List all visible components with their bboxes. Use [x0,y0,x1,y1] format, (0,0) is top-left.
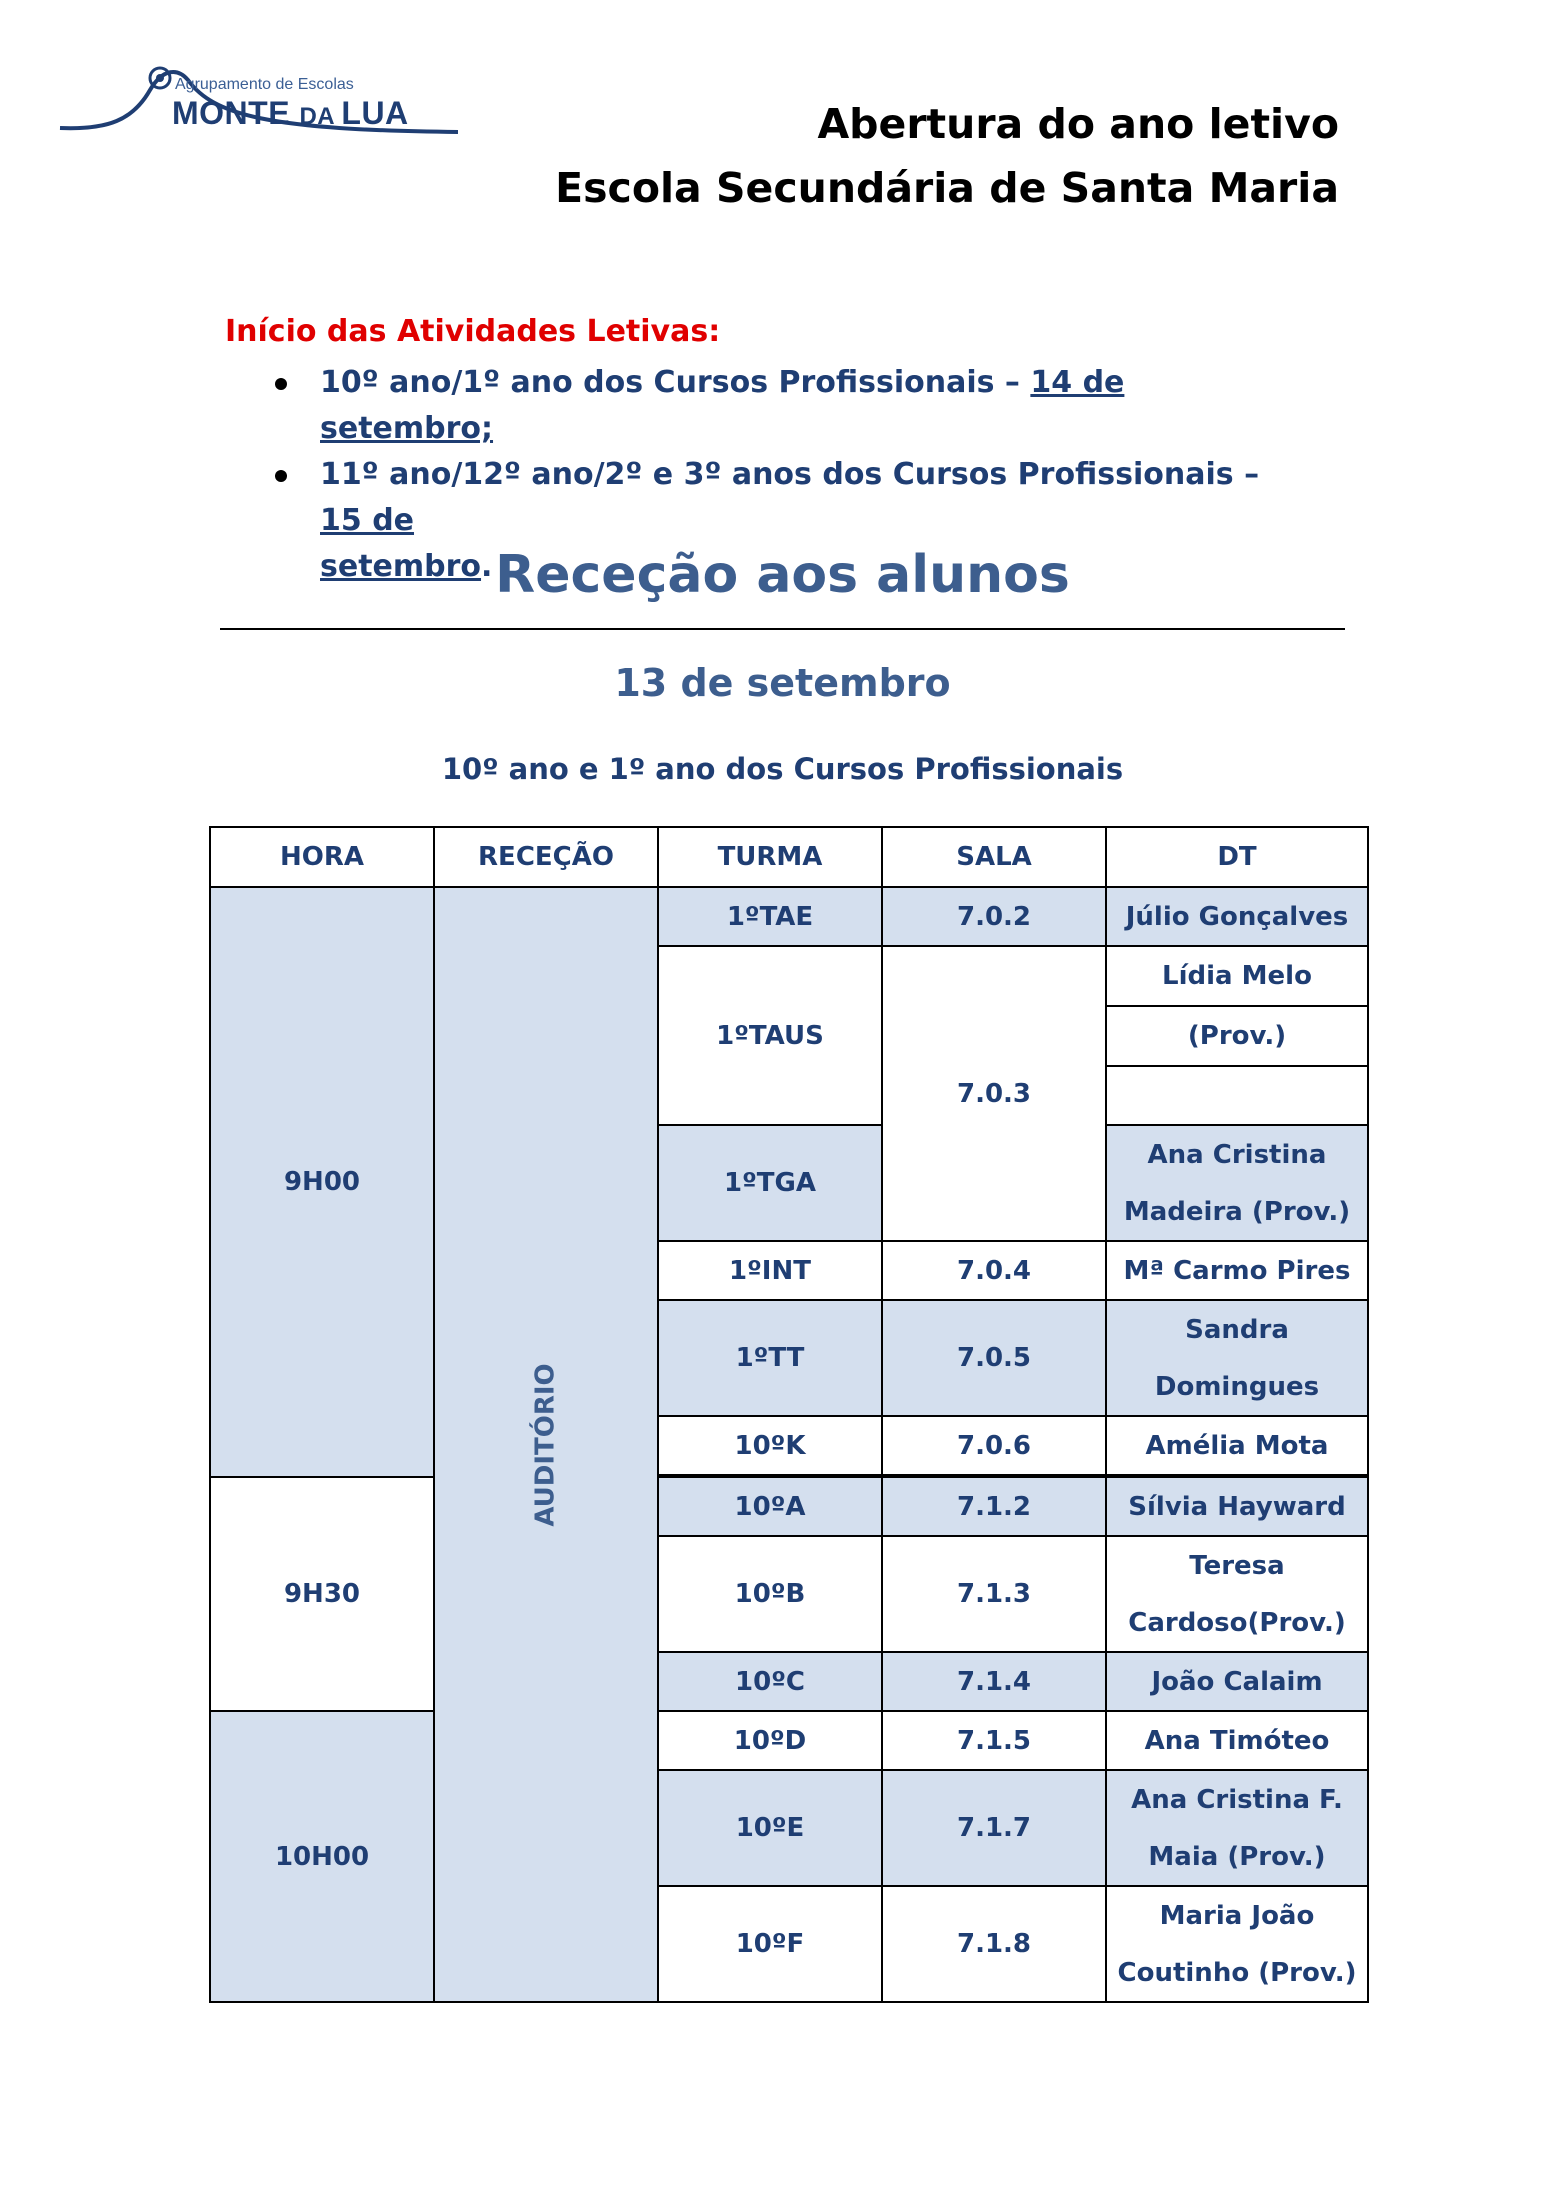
turma-cell: 10ºF [658,1886,882,2002]
turma-cell: 10ºA [658,1477,882,1536]
dt-cell-line2: (Prov.) [1106,1006,1368,1066]
turma-cell: 10ºB [658,1536,882,1652]
divider [220,628,1345,630]
sala-cell: 7.0.3 [882,946,1106,1241]
dt-cell: Júlio Gonçalves [1106,887,1368,946]
bullet-icon [275,470,287,482]
reception-subtitle: 10º ano e 1º ano dos Cursos Profissionais [441,752,1124,786]
dt-cell: João Calaim [1106,1652,1368,1711]
dt-cell: Teresa [1106,1536,1368,1594]
dt-cell-line2: Cardoso(Prov.) [1106,1594,1368,1652]
dt-cell: Amélia Mota [1106,1416,1368,1475]
page-title: Abertura do ano letivo [817,100,1339,148]
sala-cell: 7.0.5 [882,1300,1106,1416]
turma-cell: 1ºINT [658,1241,882,1300]
dt-cell-line2: Maia (Prov.) [1106,1828,1368,1886]
hour-cell: 10H00 [210,1711,434,2002]
dt-cell: Ana Cristina F. [1106,1770,1368,1828]
sala-cell: 7.0.6 [882,1416,1106,1475]
dt-cell: Sandra [1106,1300,1368,1358]
reception-cell: AUDITÓRIO [434,887,658,2002]
schedule-table [209,826,1369,2003]
turma-cell: 1ºTT [658,1300,882,1416]
dt-cell-line2: Madeira (Prov.) [1106,1183,1368,1241]
table-row [210,1711,1368,1770]
logo-name: MONTE DA LUA [172,95,409,131]
dt-cell: Lídia Melo [1106,946,1368,1006]
start-title: Início das Atividades Letivas: [225,314,721,349]
table-header-row [210,827,1368,887]
hour-cell: 9H00 [210,887,434,1477]
header-turma: TURMA [658,827,882,887]
turma-cell: 10ºC [658,1652,882,1711]
sala-cell: 7.0.2 [882,887,1106,946]
table-row [210,1477,1368,1536]
header-hora: HORA [210,827,434,887]
sala-cell: 7.1.2 [882,1477,1106,1536]
turma-cell: 10ºE [658,1770,882,1886]
bullet-icon [275,378,287,390]
sala-cell: 7.1.5 [882,1711,1106,1770]
dt-cell-line2: Coutinho (Prov.) [1106,1944,1368,2002]
header-rececao: RECEÇÃO [434,827,658,887]
dt-cell: Ana Timóteo [1106,1711,1368,1770]
sala-cell: 7.1.3 [882,1536,1106,1652]
list-item: 11º ano/12º ano/2º e 3º anos dos Cursos Profissionais – 15 de setembro. [270,452,1270,590]
dt-cell-line2: Domingues [1106,1358,1368,1416]
school-name: Escola Secundária de Santa Maria [555,164,1339,212]
header-dt: DT [1106,827,1368,887]
dt-cell: Ana Cristina [1106,1125,1368,1183]
hour-cell: 9H30 [210,1477,434,1711]
turma-cell: 10ºD [658,1711,882,1770]
table-row [210,887,1368,946]
turma-cell: 10ºK [658,1416,882,1475]
logo-caption: Agrupamento de Escolas [175,76,354,93]
reception-title: Receção aos alunos [495,545,1070,605]
school-logo [38,40,458,170]
sala-cell: 7.1.7 [882,1770,1106,1886]
dt-cell: Sílvia Hayward [1106,1477,1368,1536]
sala-cell: 7.1.8 [882,1886,1106,2002]
turma-cell: 1ºTAE [658,887,882,946]
turma-cell: 1ºTAUS [658,946,882,1125]
sala-cell: 7.1.4 [882,1652,1106,1711]
header-sala: SALA [882,827,1106,887]
reception-date: 13 de setembro [614,661,951,705]
turma-cell: 1ºTGA [658,1125,882,1241]
sala-cell: 7.0.4 [882,1241,1106,1300]
dt-cell-blank [1106,1066,1368,1125]
dt-cell: Mª Carmo Pires [1106,1241,1368,1300]
list-item: 10º ano/1º ano dos Cursos Profissionais – 14 de setembro; [270,360,1270,452]
dt-cell: Maria João [1106,1886,1368,1944]
